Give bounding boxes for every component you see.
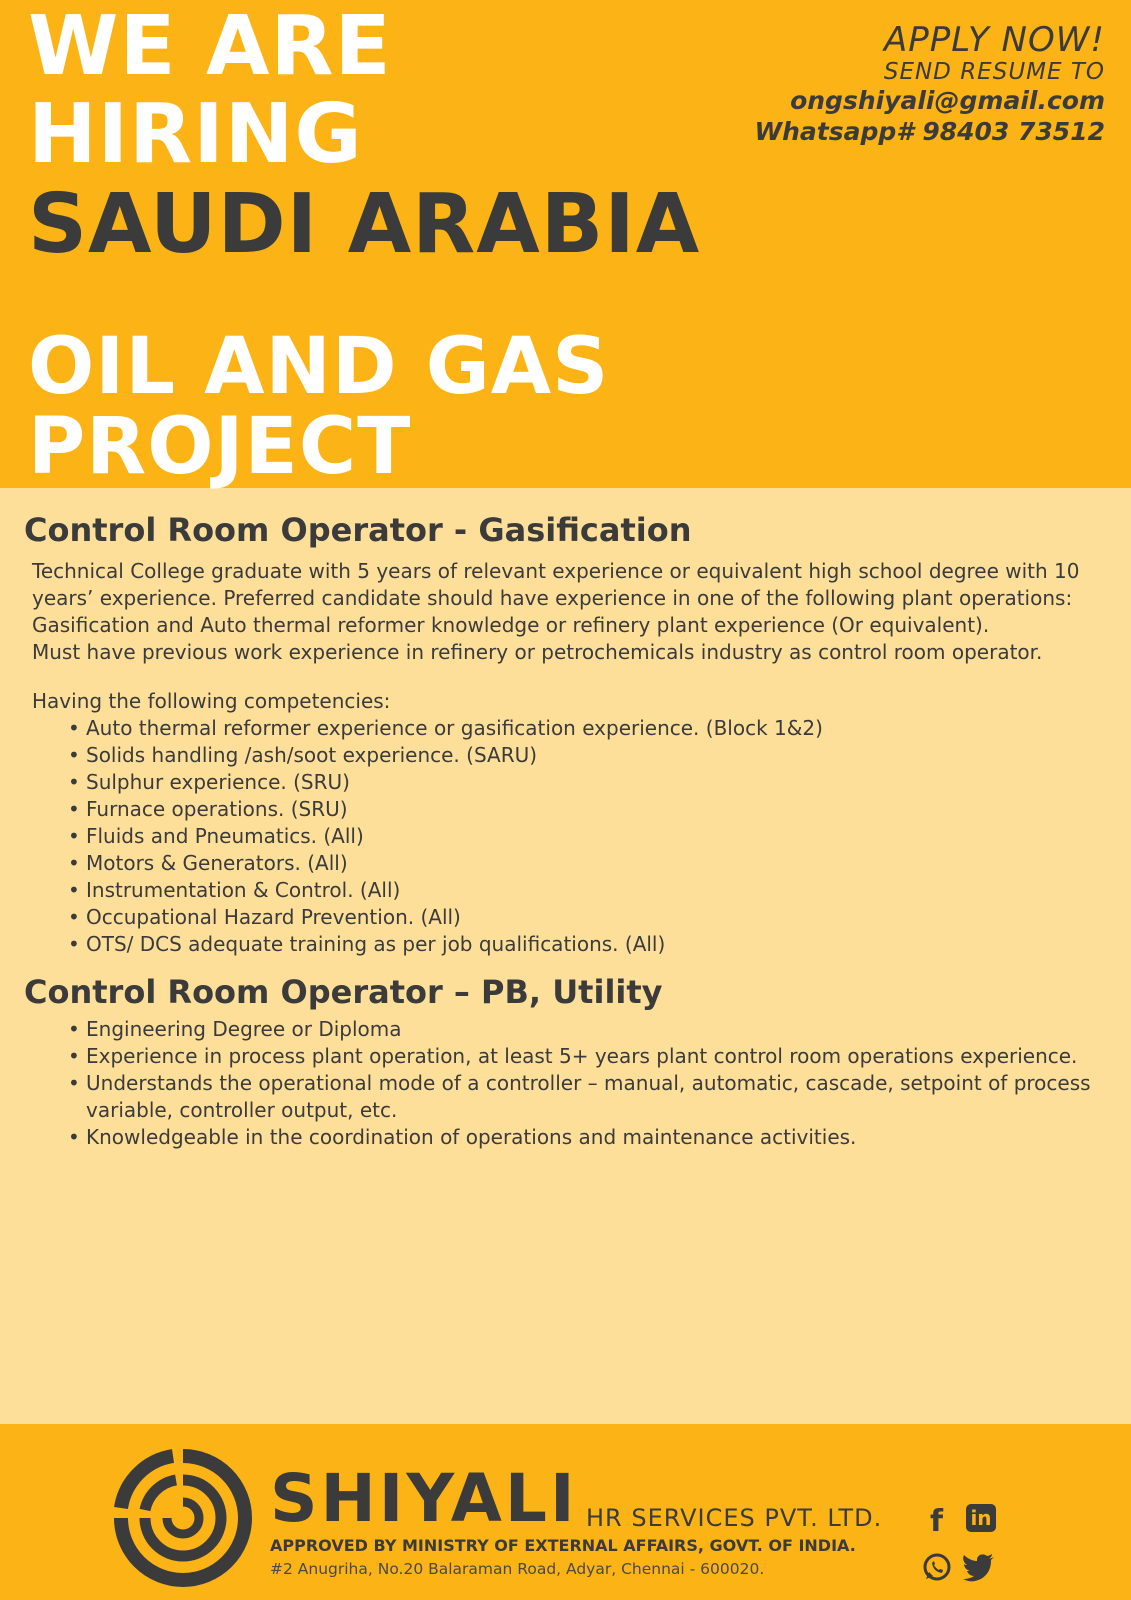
section1-paragraph-1: Technical College graduate with 5 years of relevant experience or equivalent high school degree with 10 years’ experience. Preferred candidate should have experience in one of the following plant operations: Gasification and Auto thermal reformer knowledge or refinery plant experience (Or equivalent).	[32, 559, 1080, 637]
competencies-list	[24, 715, 1114, 958]
facebook-icon[interactable]: f	[930, 1504, 944, 1539]
brand-name: SHIYALI	[270, 1460, 578, 1537]
list-item: • Engineering Degree or Diploma	[86, 1016, 1114, 1043]
headline-hiring: HIRING	[28, 87, 363, 182]
company-suffix: HR SERVICES PVT. LTD.	[586, 1504, 883, 1532]
send-resume-text: SEND RESUME TO	[883, 59, 1105, 85]
headline-country: SAUDI ARABIA	[28, 177, 701, 272]
email-link[interactable]: ongshiyali@gmail.com	[790, 86, 1105, 115]
headline-project-line2: PROJECT	[28, 402, 412, 492]
list-item: • Knowledgeable in the coordination of operations and maintenance activities.	[86, 1124, 1114, 1151]
apply-block	[755, 22, 1106, 148]
headline-we-are: WE ARE	[28, 0, 392, 94]
list-item: • Fluids and Pneumatics. (All)	[86, 823, 1114, 850]
header-banner	[0, 0, 1131, 492]
apply-now-text: APPLY NOW!	[884, 20, 1105, 60]
section1-title: Control Room Operator - Gasification	[24, 511, 692, 549]
section1-paragraph-2: Must have previous work experience in refinery or petrochemicals industry as control room operator.	[32, 640, 1043, 664]
job-details	[24, 510, 1114, 1151]
approval-text: APPROVED BY MINISTRY OF EXTERNAL AFFAIRS, GOVT. OF INDIA.	[270, 1536, 856, 1555]
twitter-icon[interactable]	[962, 1552, 996, 1582]
requirements-list	[24, 1016, 1114, 1151]
list-item: • Occupational Hazard Prevention. (All)	[86, 904, 1114, 931]
list-item: • Sulphur experience. (SRU)	[86, 769, 1114, 796]
linkedin-icon[interactable]: in	[966, 1504, 996, 1532]
whatsapp-number[interactable]: Whatsapp# 98403 73512	[754, 117, 1105, 146]
list-item: • Solids handling /ash/soot experience. (SARU)	[86, 742, 1114, 769]
competencies-label: Having the following competencies:	[32, 689, 391, 713]
company-address: #2 Anugriha, No.20 Balaraman Road, Adyar, Chennai - 600020.	[270, 1560, 765, 1578]
list-item: • Experience in process plant operation, at least 5+ years plant control room operations experience.	[86, 1043, 1114, 1070]
section1-description	[32, 558, 1114, 715]
list-item: • Motors & Generators. (All)	[86, 850, 1114, 877]
list-item: • Auto thermal reformer experience or gasification experience. (Block 1&2)	[86, 715, 1114, 742]
list-item: • Furnace operations. (SRU)	[86, 796, 1114, 823]
list-item: • Understands the operational mode of a controller – manual, automatic, cascade, setpoint of process variable, controller output, etc.	[86, 1070, 1114, 1124]
shiyali-logo-icon	[108, 1448, 258, 1588]
headline-project-line1: OIL AND GAS	[28, 322, 610, 412]
section2-title: Control Room Operator – PB, Utility	[24, 973, 663, 1011]
list-item: • Instrumentation & Control. (All)	[86, 877, 1114, 904]
footer-banner	[0, 1424, 1131, 1600]
list-item: • OTS/ DCS adequate training as per job qualifications. (All)	[86, 931, 1114, 958]
whatsapp-icon[interactable]	[922, 1552, 952, 1582]
